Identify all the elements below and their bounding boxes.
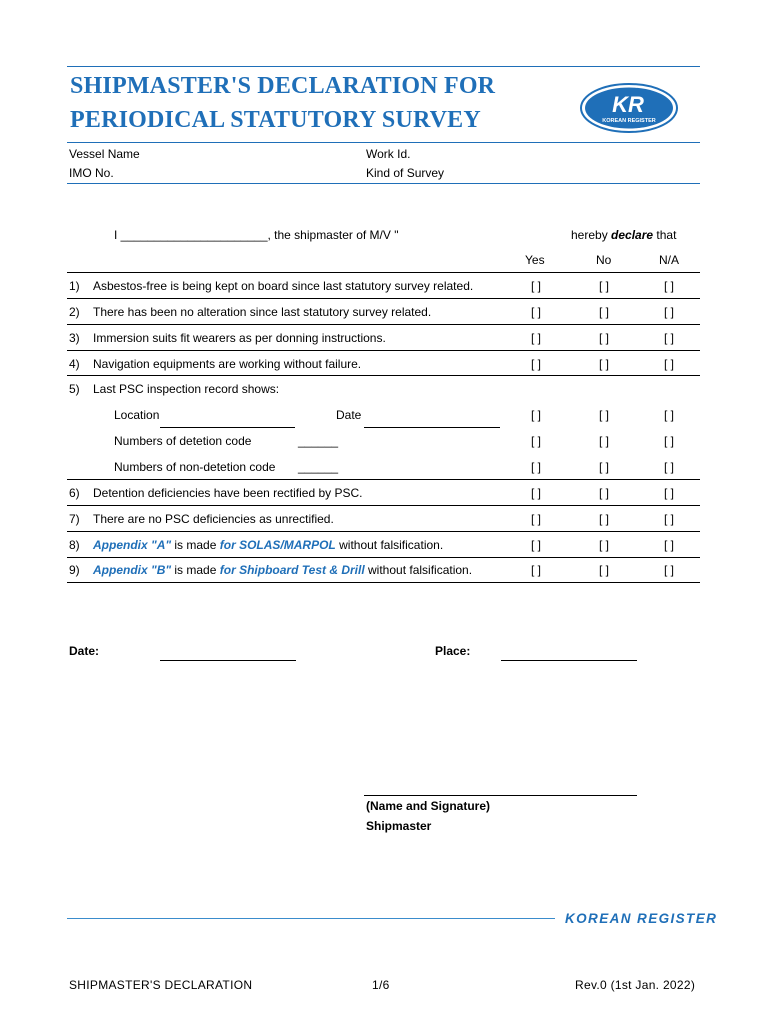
shipmaster-label: Shipmaster: [366, 819, 432, 833]
appendix-for: for SOLAS/MARPOL: [219, 538, 336, 552]
table-rule: [67, 505, 700, 506]
checkbox-no[interactable]: [ ]: [598, 357, 609, 371]
table-rule: [67, 582, 700, 583]
name-signature-label: (Name and Signature): [366, 799, 491, 813]
appendix-end: without falsification.: [339, 538, 444, 552]
signature-line[interactable]: [364, 795, 637, 796]
checkbox-na[interactable]: [ ]: [663, 279, 674, 293]
psc-non-detention-label: Numbers of non-detetion code: [114, 460, 276, 474]
checkbox-na[interactable]: [ ]: [663, 357, 674, 371]
item-text: Asbestos-free is being kept on board since last statutory survey related.: [93, 279, 474, 293]
appendix-mid: is made: [174, 538, 217, 552]
table-rule: [67, 350, 700, 351]
checkbox-na[interactable]: [ ]: [663, 408, 674, 422]
appendix-for: for Shipboard Test & Drill: [219, 563, 365, 577]
table-rule: [67, 531, 700, 532]
checkbox-no[interactable]: [ ]: [598, 563, 609, 577]
footer-revision: Rev.0 (1st Jan. 2022): [575, 978, 696, 992]
checkbox-yes[interactable]: [ ]: [530, 331, 541, 345]
col-yes: Yes: [525, 253, 545, 267]
date-label: Date:: [69, 644, 100, 658]
psc-date-field[interactable]: [364, 427, 500, 428]
checkbox-yes[interactable]: [ ]: [530, 305, 541, 319]
item-text: There has been no alteration since last statutory survey related.: [93, 305, 432, 319]
checkbox-na[interactable]: [ ]: [663, 305, 674, 319]
item-number: 2): [69, 305, 80, 319]
col-no: No: [596, 253, 612, 267]
brand-footer-text: KOREAN REGISTER: [565, 911, 718, 926]
logo-subtext: KOREAN REGISTER: [602, 118, 656, 124]
checkbox-no[interactable]: [ ]: [598, 538, 609, 552]
item-number: 9): [69, 563, 80, 577]
checkbox-no[interactable]: [ ]: [598, 486, 609, 500]
checkbox-yes[interactable]: [ ]: [530, 460, 541, 474]
checkbox-no[interactable]: [ ]: [598, 408, 609, 422]
psc-location-field[interactable]: [160, 427, 295, 428]
declaration-tail: [571, 228, 676, 242]
imo-no-label: IMO No.: [69, 166, 114, 180]
checkbox-no[interactable]: [ ]: [598, 305, 609, 319]
psc-non-detention-field[interactable]: ______: [298, 460, 339, 474]
checkbox-yes[interactable]: [ ]: [530, 357, 541, 371]
item-text: Immersion suits fit wearers as per donning instructions.: [93, 331, 386, 345]
item-number: 1): [69, 279, 80, 293]
checkbox-na[interactable]: [ ]: [663, 434, 674, 448]
vessel-name-label: Vessel Name: [69, 147, 140, 161]
checkbox-yes[interactable]: [ ]: [530, 563, 541, 577]
checkbox-na[interactable]: [ ]: [663, 538, 674, 552]
kr-logo: [579, 82, 679, 134]
table-rule: [67, 479, 700, 480]
appendix-b-text: [93, 563, 472, 577]
checkbox-no[interactable]: [ ]: [598, 512, 609, 526]
checkbox-yes[interactable]: [ ]: [530, 279, 541, 293]
checkbox-yes[interactable]: [ ]: [530, 486, 541, 500]
that-text: that: [656, 228, 677, 242]
place-field[interactable]: [501, 660, 637, 661]
appendix-name: Appendix "A": [93, 538, 172, 552]
brand-footer-rule: [67, 918, 555, 919]
table-rule: [67, 272, 700, 273]
checkbox-na[interactable]: [ ]: [663, 331, 674, 345]
checkbox-na[interactable]: [ ]: [663, 460, 674, 474]
item-number: 4): [69, 357, 80, 371]
logo-text: KR: [612, 92, 644, 117]
checkbox-no[interactable]: [ ]: [598, 434, 609, 448]
item-number: 8): [69, 538, 80, 552]
psc-detention-label: Numbers of detetion code: [114, 434, 252, 448]
checkbox-no[interactable]: [ ]: [598, 331, 609, 345]
declare-text: declare: [611, 228, 654, 242]
date-field[interactable]: [160, 660, 296, 661]
checkbox-yes[interactable]: [ ]: [530, 408, 541, 422]
checkbox-no[interactable]: [ ]: [598, 279, 609, 293]
page-title-line1: SHIPMASTER'S DECLARATION FOR: [70, 73, 496, 99]
appendix-name: Appendix "B": [93, 563, 172, 577]
item-text: Navigation equipments are working without failure.: [93, 357, 362, 371]
appendix-end: without falsification.: [368, 563, 473, 577]
table-rule: [67, 298, 700, 299]
header-bottom-rule: [67, 142, 700, 143]
footer-doc-title: SHIPMASTER'S DECLARATION: [69, 978, 253, 992]
place-label: Place:: [435, 644, 471, 658]
appendix-mid: is made: [174, 563, 217, 577]
psc-location-label: Location: [114, 408, 160, 422]
table-rule: [67, 375, 700, 376]
item-number: 3): [69, 331, 80, 345]
table-rule: [67, 557, 700, 558]
item-text: Detention deficiencies have been rectified by PSC.: [93, 486, 363, 500]
declaration-prefix: I ______________________, the shipmaster of M/V ": [114, 228, 399, 242]
psc-detention-field[interactable]: ______: [298, 434, 339, 448]
item-text: There are no PSC deficiencies as unrectified.: [93, 512, 334, 526]
table-rule: [67, 324, 700, 325]
info-bottom-rule: [67, 183, 700, 184]
checkbox-yes[interactable]: [ ]: [530, 538, 541, 552]
checkbox-na[interactable]: [ ]: [663, 563, 674, 577]
checkbox-yes[interactable]: [ ]: [530, 512, 541, 526]
kind-of-survey-label: Kind of Survey: [366, 166, 445, 180]
checkbox-yes[interactable]: [ ]: [530, 434, 541, 448]
item-number: 7): [69, 512, 80, 526]
work-id-label: Work Id.: [366, 147, 411, 161]
checkbox-na[interactable]: [ ]: [663, 512, 674, 526]
psc-date-label: Date: [336, 408, 362, 422]
item-number: 5): [69, 382, 80, 396]
footer-page-number: 1/6: [372, 978, 390, 992]
page-title-line2: PERIODICAL STATUTORY SURVEY: [70, 107, 481, 133]
hereby-text: hereby: [571, 228, 608, 242]
header-top-rule: [67, 66, 700, 67]
checkbox-na[interactable]: [ ]: [663, 486, 674, 500]
col-na: N/A: [659, 253, 680, 267]
checkbox-no[interactable]: [ ]: [598, 460, 609, 474]
item-number: 6): [69, 486, 80, 500]
item-text: Last PSC inspection record shows:: [93, 382, 280, 396]
appendix-a-text: [93, 538, 443, 552]
